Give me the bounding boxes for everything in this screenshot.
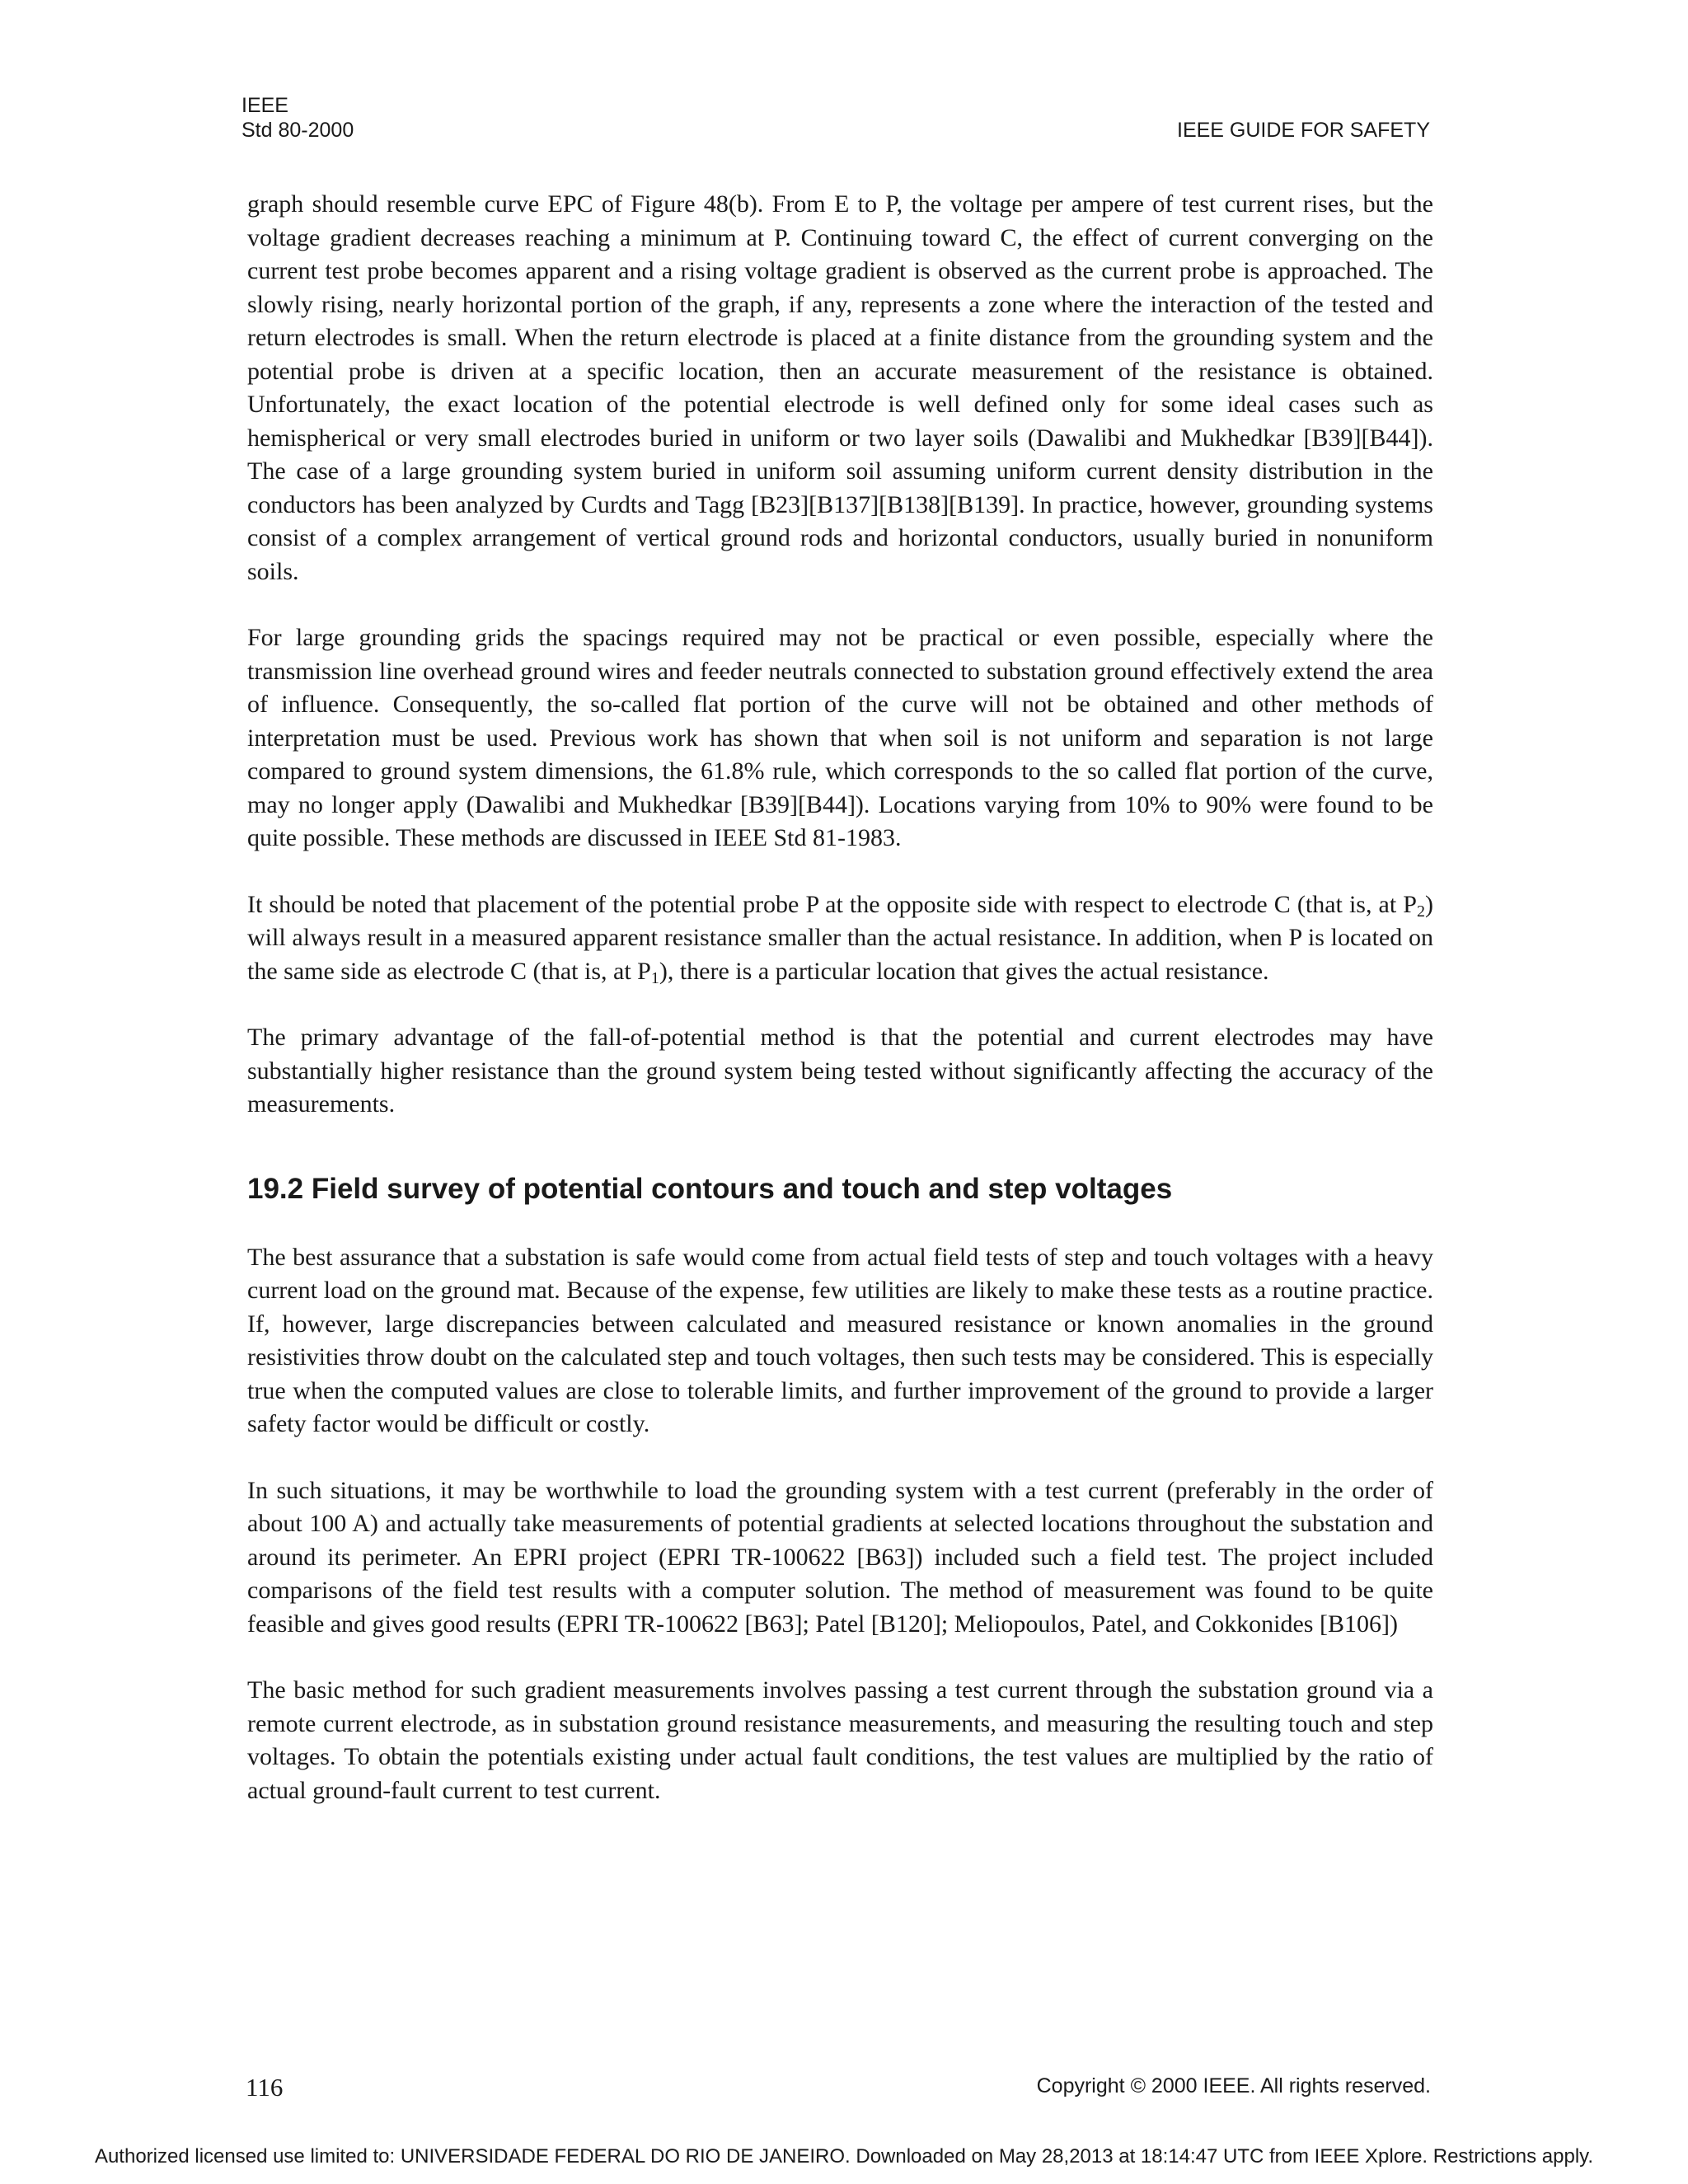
copyright-notice: Copyright © 2000 IEEE. All rights reserved. — [1036, 2074, 1431, 2097]
header-std-number: Std 80-2000 — [241, 119, 354, 142]
section-heading: 19.2 Field survey of potential contours and touch and step voltages — [247, 1172, 1173, 1205]
paragraph-5: The best assurance that a substation is safe would come from actual field tests of step and touch voltages with a heavy current load on the ground mat. Because of the expense, few utilities are likely to make these tests as a routine practice. If, however, large discrepancies between calculated and measured resistance or known anomalies in the ground resistivities throw doubt on the calculated step and touch voltages, then such tests may be considered. This is especially true when the computed values are close to tolerable limits, and further improvement of the ground to provide a larger safety factor would be difficult or costly. — [247, 1243, 1433, 1437]
paragraph-7: The basic method for such gradient measurements involves passing a test current through the substation ground via a remote current electrode, as in substation ground resistance measurements, and measuring the resulting touch and step voltages. To obtain the potentials existing under actual fault conditions, the test values are multiplied by the ratio of actual ground-fault current to test current. — [247, 1676, 1433, 1804]
paragraph-4: The primary advantage of the fall-of-potential method is that the potential and current electrodes may have substantially higher resistance than the ground system being tested without significantly affecting the accuracy of the measurements. — [247, 1024, 1433, 1118]
paragraph-6: In such situations, it may be worthwhile to load the grounding system with a test current (preferably in the order of about 100 A) and actually take measurements of potential gradients at selected locations throughout the substation and around its perimeter. An EPRI project (EPRI TR-100622 [B63]) included such a field test. The project included comparisons of the field test results with a computer solution. The method of measurement was found to be quite feasible and gives good results (EPRI TR-100622 [B63]; Patel [B120]; Meliopoulos, Patel, and Cokkonides [B106]) — [247, 1476, 1433, 1638]
document-body — [247, 188, 1433, 1840]
license-notice: Authorized licensed use limited to: UNIVERSIDADE FEDERAL DO RIO DE JANEIRO. Downloaded on May 28,2013 at 18:14:47 UTC from IEEE Xplore. Restrictions apply. — [94, 2145, 1594, 2168]
subscript-p2: 2 — [1417, 902, 1425, 921]
paragraph-3-part-b: ) will always result in a measured apparent resistance smaller than the actual resistance. In addition, when P is located on the same side as electrode C (that is, at P — [247, 890, 1433, 985]
header-title: IEEE GUIDE FOR SAFETY — [1177, 119, 1430, 142]
paragraph-1: graph should resemble curve EPC of Figure 48(b). From E to P, the voltage per ampere of test current rises, but the voltage gradient decreases reaching a minimum at P. Continuing toward C, the effect of current converging on the current test probe becomes apparent and a rising voltage gradient is observed as the current probe is approached. The slowly rising, nearly horizontal portion of the graph, if any, represents a zone where the interaction of the tested and return electrodes is small. When the return electrode is placed at a finite distance from the grounding system and the potential probe is driven at a specific location, then an accurate measurement of the resistance is obtained. Unfortunately, the exact location of the potential electrode is well defined only for some ideal cases such as hemispherical or very small electrodes buried in uniform or two layer soils (Dawalibi and Mukhedkar [B39][B44]). The case of a large grounding system buried in uniform soil assuming uniform current density distribution in the conductors has been analyzed by Curdts and Tagg [B23][B137][B138][B139]. In practice, however, grounding systems consist of a complex arrangement of vertical ground rods and horizontal conductors, usually buried in nonuniform soils. — [247, 190, 1433, 585]
header-org: IEEE — [241, 94, 288, 117]
paragraph-2: For large grounding grids the spacings required may not be practical or even possible, especially where the transmission line overhead ground wires and feeder neutrals connected to substation ground effectively extend the area of influence. Consequently, the so-called flat portion of the curve will not be obtained and other methods of interpretation must be used. Previous work has shown that when soil is not uniform and separation is not large compared to ground system dimensions, the 61.8% rule, which corresponds to the so called flat portion of the curve, may no longer apply (Dawalibi and Mukhedkar [B39][B44]). Locations varying from 10% to 90% were found to be quite possible. These methods are discussed in IEEE Std 81-1983. — [247, 624, 1433, 851]
running-header-standard — [241, 93, 354, 143]
paragraph-3-part-a: It should be noted that placement of the potential probe P at the opposite side with respect to electrode C (that is, at P — [247, 890, 1417, 918]
page-number: 116 — [246, 2073, 284, 2102]
paragraph-3 — [247, 888, 1433, 989]
subscript-p1: 1 — [650, 968, 659, 987]
paragraph-3-part-c: ), there is a particular location that gives the actual resistance. — [659, 957, 1269, 985]
